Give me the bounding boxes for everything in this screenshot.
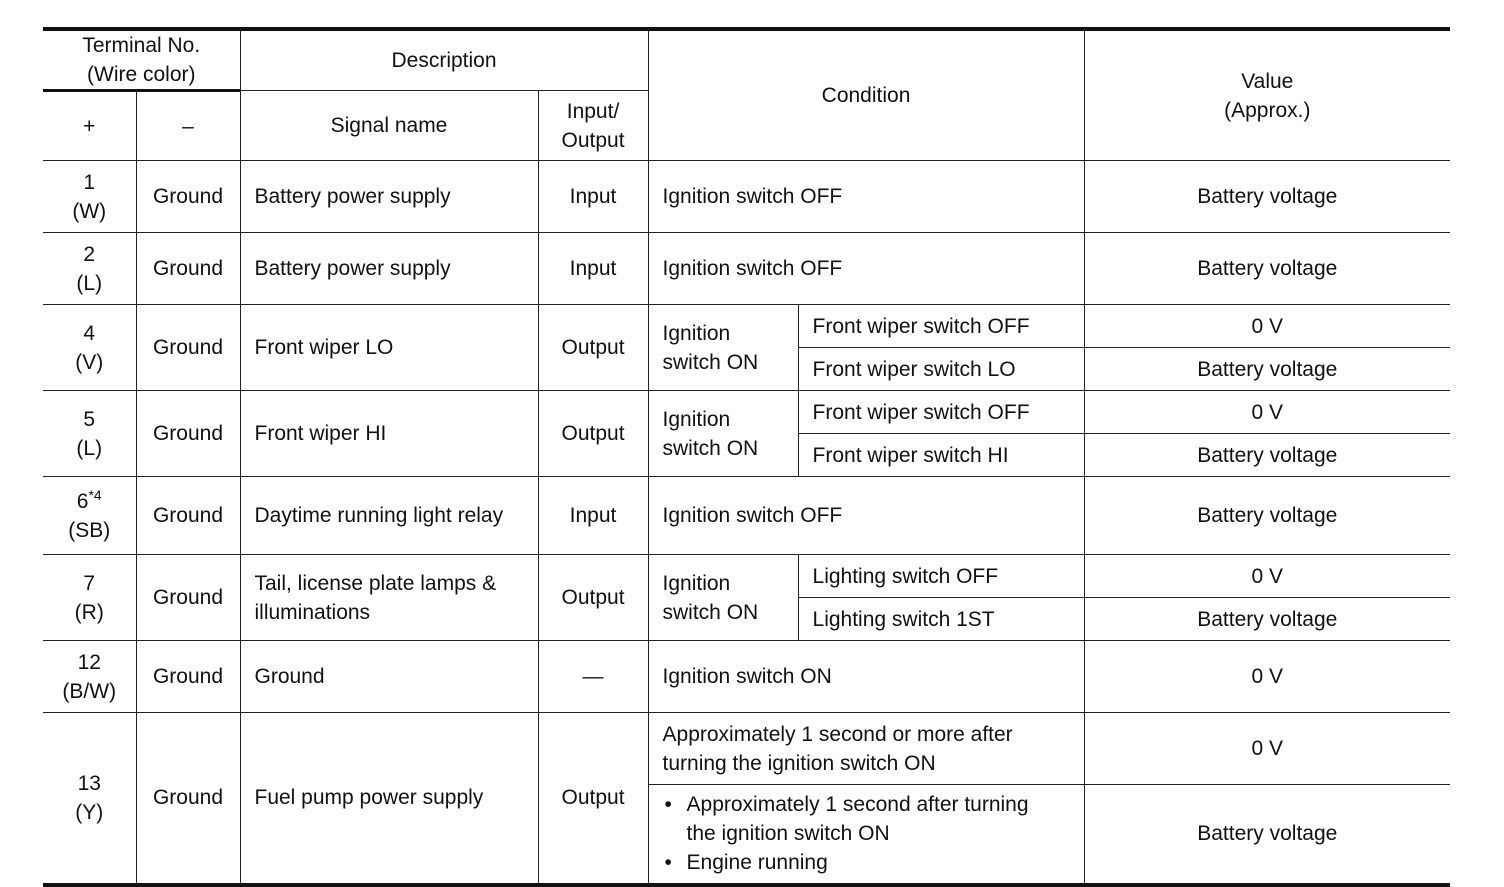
signal-name [240,555,538,641]
terminal-table [43,27,1450,887]
condition-bullets [663,790,1078,877]
terminal-cell [43,161,136,233]
header-value [1084,29,1450,161]
terminal-cell [43,713,136,885]
value: Battery voltage [1084,477,1450,555]
wire-color: (L) [76,436,103,460]
signal-name: Fuel pump power supply [240,713,538,885]
terminal-cell [43,477,136,555]
header-minus: – [136,91,240,161]
condition-line1: Approximately 1 second or more after [662,722,1013,746]
table-row [43,391,1450,434]
input-output: Output [538,391,648,477]
header-input-output [538,91,648,161]
header-value-label: Value [1241,69,1294,93]
value: 0 V [1084,713,1450,785]
condition: Ignition switch OFF [648,233,1084,305]
footnote-marker: *4 [88,486,102,503]
header-value-approx: (Approx.) [1224,98,1311,122]
condition-main-line2: switch ON [662,600,759,624]
condition: Ignition switch OFF [648,477,1084,555]
sub-condition: Front wiper switch OFF [798,305,1084,348]
list-item: • Engine running [687,848,1078,877]
signal-name: Daytime running light relay [240,477,538,555]
condition-main-line1: Ignition [662,407,731,431]
table-row [43,555,1450,598]
wire-color: (V) [75,350,104,374]
sub-condition: Lighting switch 1ST [798,598,1084,641]
header-io-line2: Output [561,128,625,152]
negative-terminal: Ground [136,161,240,233]
condition [648,713,1084,785]
input-output: Input [538,161,648,233]
terminal-cell [43,555,136,641]
header-io-line1: Input/ [566,99,620,123]
terminal-number: 2 [83,242,96,266]
terminal-number: 6 [76,489,89,513]
terminal-table-container [43,27,1450,887]
terminal-cell [43,391,136,477]
terminal-number: 7 [83,571,96,595]
wire-color: (Y) [75,800,104,824]
sub-condition: Front wiper switch OFF [798,391,1084,434]
sub-condition: Front wiper switch HI [798,434,1084,477]
header-wire-color-label: (Wire color) [87,63,196,86]
negative-terminal: Ground [136,641,240,713]
bullet-line1: Approximately 1 second after turning [686,793,1029,817]
negative-terminal: Ground [136,391,240,477]
input-output: Input [538,233,648,305]
input-output: Output [538,713,648,885]
table-row [43,713,1450,785]
value: Battery voltage [1084,434,1450,477]
negative-terminal: Ground [136,555,240,641]
input-output: Input [538,477,648,555]
header-signal-name: Signal name [240,91,538,161]
table-row [43,233,1450,305]
wire-color: (W) [72,199,107,223]
condition-main [648,305,798,391]
condition-line2: turning the ignition switch ON [662,751,936,775]
wire-color: (B/W) [62,679,117,703]
signal-name: Ground [240,641,538,713]
wire-color: (SB) [68,518,111,542]
value: 0 V [1084,555,1450,598]
terminal-number: 4 [83,321,96,345]
table-row [43,305,1450,348]
header-terminal-label: Terminal No. [82,34,201,57]
value: Battery voltage [1084,598,1450,641]
negative-terminal: Ground [136,305,240,391]
terminal-number: 13 [77,771,101,795]
input-output: — [538,641,648,713]
condition-main-line2: switch ON [662,436,759,460]
terminal-cell [43,233,136,305]
wire-color: (R) [74,600,104,624]
negative-terminal: Ground [136,713,240,885]
condition-main [648,555,798,641]
negative-terminal: Ground [136,233,240,305]
signal-name: Battery power supply [240,233,538,305]
input-output: Output [538,305,648,391]
bullet-line2: the ignition switch ON [686,822,890,846]
header-description: Description [240,29,648,91]
signal-name: Front wiper LO [240,305,538,391]
list-item [687,790,1078,848]
value: 0 V [1084,305,1450,348]
value: Battery voltage [1084,785,1450,885]
wire-color: (L) [76,271,103,295]
input-output: Output [538,555,648,641]
signal-name: Battery power supply [240,161,538,233]
terminal-number: 12 [77,650,101,674]
table-row [43,161,1450,233]
negative-terminal: Ground [136,477,240,555]
value: Battery voltage [1084,161,1450,233]
condition-list [648,785,1084,885]
condition-main-line2: switch ON [662,350,759,374]
sub-condition: Lighting switch OFF [798,555,1084,598]
terminal-number: 5 [83,407,96,431]
sub-condition: Front wiper switch LO [798,348,1084,391]
table-row [43,477,1450,555]
condition-main-line1: Ignition [662,571,731,595]
signal-name: Front wiper HI [240,391,538,477]
signal-name-line1: Tail, license plate lamps & [254,571,497,595]
value: 0 V [1084,391,1450,434]
condition: Ignition switch OFF [648,161,1084,233]
terminal-number: 1 [83,170,96,194]
table-row [43,641,1450,713]
condition-main-line1: Ignition [662,321,731,345]
value: Battery voltage [1084,233,1450,305]
header-plus: + [43,91,136,161]
value: Battery voltage [1084,348,1450,391]
condition: Ignition switch ON [648,641,1084,713]
terminal-cell [43,305,136,391]
header-terminal-no [43,29,240,91]
signal-name-line2: illuminations [254,600,371,624]
header-condition: Condition [648,29,1084,161]
terminal-cell [43,641,136,713]
value: 0 V [1084,641,1450,713]
condition-main [648,391,798,477]
